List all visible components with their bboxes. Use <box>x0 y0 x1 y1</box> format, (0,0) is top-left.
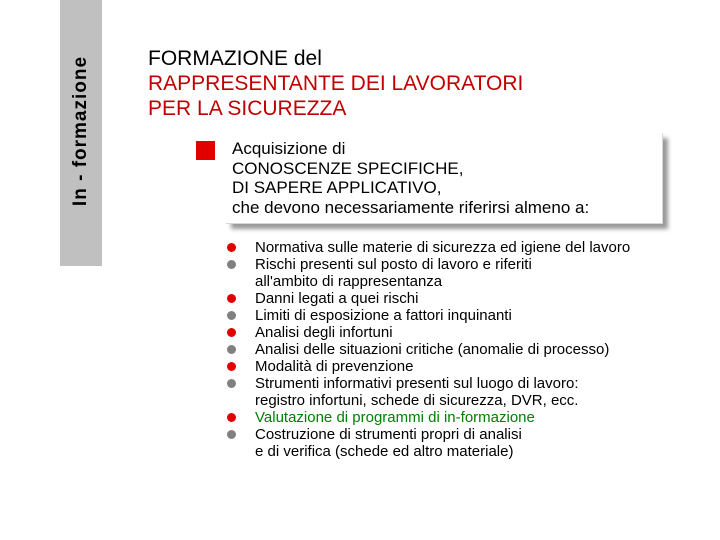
bullet-icon <box>227 294 236 303</box>
list-item <box>226 307 630 324</box>
list-item-text: Limiti di esposizione a fattori inquinanti <box>255 307 512 324</box>
side-label: In - formazione <box>70 55 91 207</box>
list-item-text: Costruzione di strumenti propri di analisi <box>255 426 522 443</box>
highlight-box-text <box>232 139 589 217</box>
list-item <box>226 256 630 290</box>
list-item <box>226 239 630 256</box>
list-item-text: Strumenti informativi presenti sul luogo di lavoro: <box>255 375 579 392</box>
list-item-highlighted <box>226 409 630 426</box>
list-item <box>226 290 630 307</box>
bullet-icon <box>227 345 236 354</box>
side-band <box>60 0 102 266</box>
requirements-list <box>226 239 630 460</box>
list-item-text: Analisi delle situazioni critiche (anomalie di processo) <box>255 341 610 358</box>
title-line-2: RAPPRESENTANTE DEI LAVORATORI <box>148 72 524 95</box>
list-item-text: e di verifica (schede ed altro materiale) <box>255 443 514 460</box>
bullet-icon <box>227 311 236 320</box>
title-line-1: FORMAZIONE del <box>148 47 322 70</box>
box-line-3: DI SAPERE APPLICATIVO, <box>232 178 442 197</box>
bullet-icon <box>227 260 236 269</box>
bullet-icon <box>227 413 236 422</box>
list-item-text: Analisi degli infortuni <box>255 324 393 341</box>
highlight-box <box>226 133 663 224</box>
list-item <box>226 341 630 358</box>
list-item-text: Danni legati a quei rischi <box>255 290 419 307</box>
bullet-icon <box>227 362 236 371</box>
list-item-text: Modalità di prevenzione <box>255 358 414 375</box>
bullet-icon <box>227 379 236 388</box>
bullet-icon <box>227 243 236 252</box>
bullet-icon <box>227 328 236 337</box>
list-item <box>226 426 630 460</box>
list-item-text: Normativa sulle materie di sicurezza ed igiene del lavoro <box>255 239 631 256</box>
title-line-3: PER LA SICUREZZA <box>148 97 347 120</box>
bullet-icon <box>227 430 236 439</box>
side-label-wrap <box>60 0 102 266</box>
red-square-bullet <box>196 141 215 160</box>
box-line-2: CONOSCENZE SPECIFICHE, <box>232 158 464 178</box>
list-item-text: Rischi presenti sul posto di lavoro e riferiti <box>255 256 532 273</box>
box-line-1: Acquisizione di <box>232 139 346 158</box>
list-item-text: Valutazione di programmi di in-formazione <box>255 409 535 426</box>
list-item <box>226 375 630 409</box>
page-title <box>148 46 523 121</box>
list-item-text: registro infortuni, schede di sicurezza, DVR, ecc. <box>255 392 579 409</box>
list-item <box>226 324 630 341</box>
list-item <box>226 358 630 375</box>
list-item-text: all'ambito di rappresentanza <box>255 273 443 290</box>
box-line-4: che devono necessariamente riferirsi almeno a: <box>232 197 590 217</box>
